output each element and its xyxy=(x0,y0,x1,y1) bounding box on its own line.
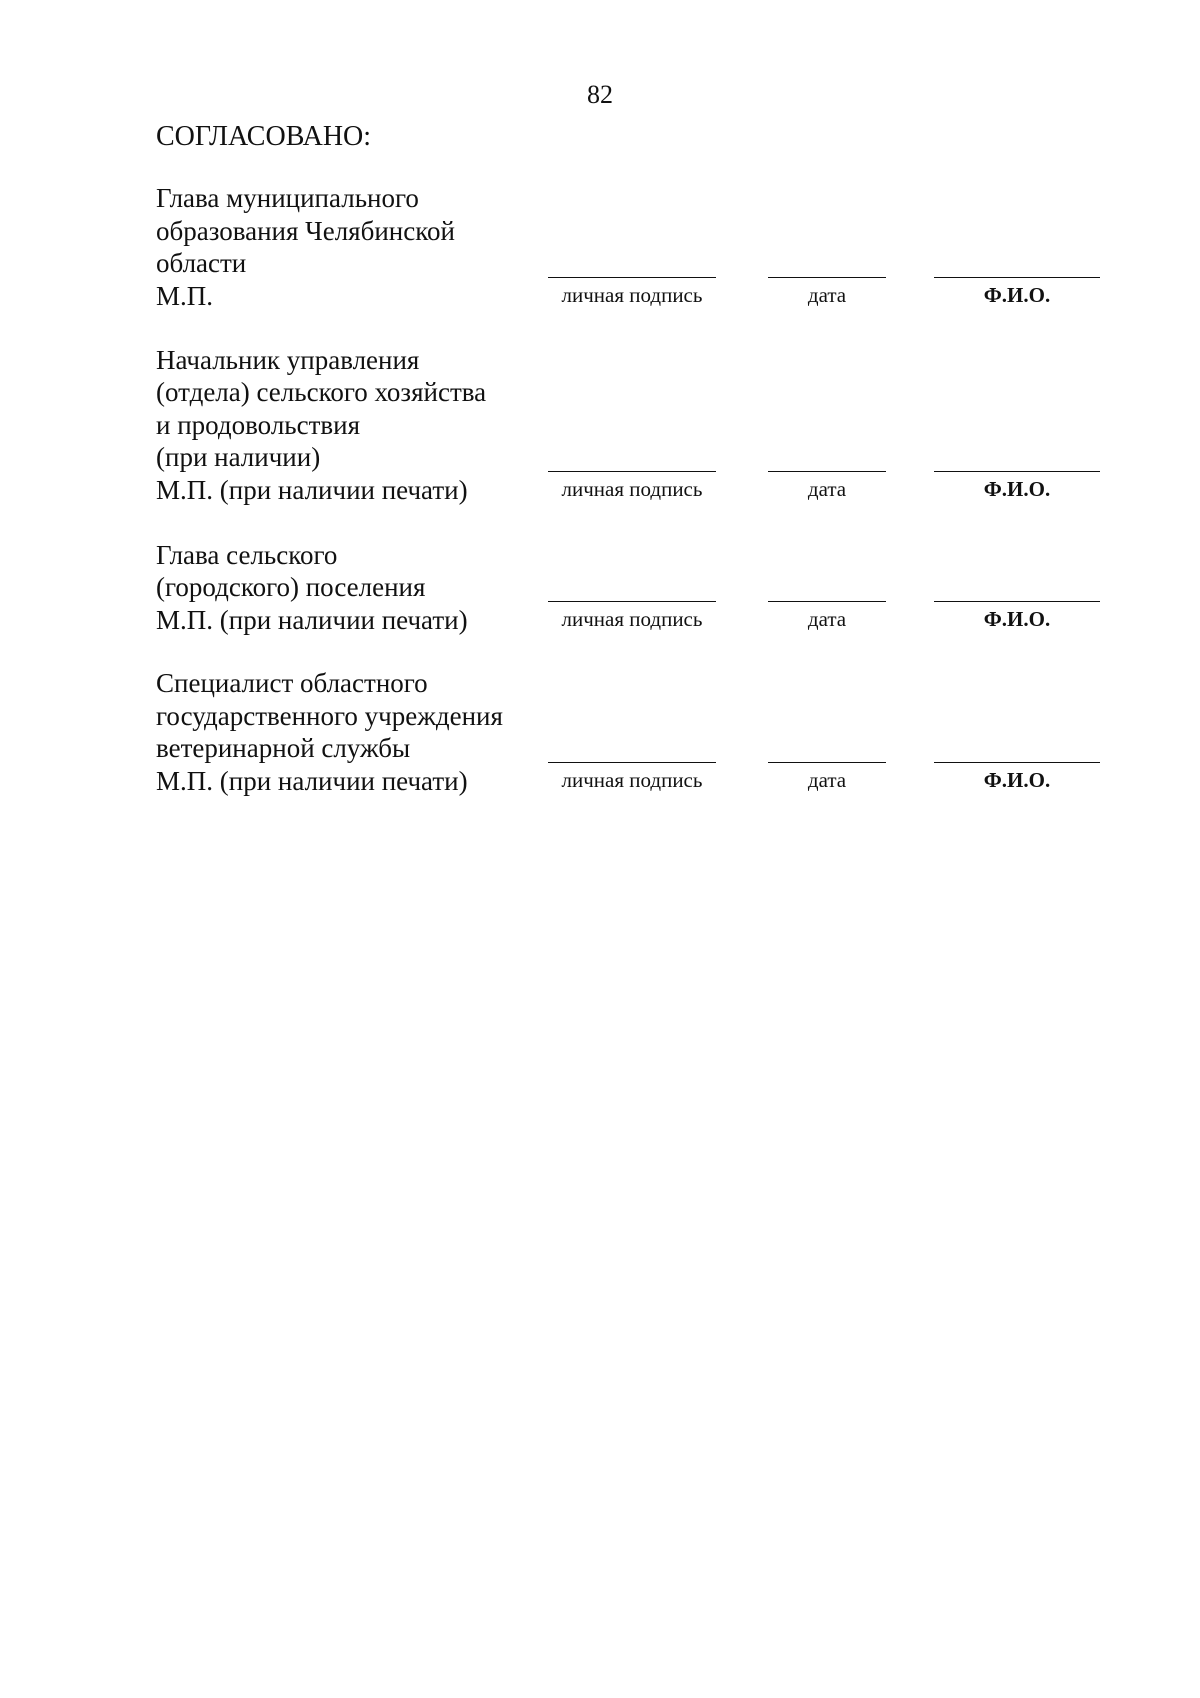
approver-title-line: Глава муниципального xyxy=(156,183,419,213)
fio-line xyxy=(934,762,1100,763)
approver-title-line: (при наличии) xyxy=(156,442,321,472)
fio-caption: Ф.И.О. xyxy=(983,477,1051,501)
stamp-place-label: М.П. (при наличии печати) xyxy=(156,604,468,635)
approver-title xyxy=(156,182,536,312)
signature-line xyxy=(548,277,716,278)
date-line xyxy=(768,471,886,472)
fio-caption: Ф.И.О. xyxy=(983,768,1051,792)
signature-line xyxy=(548,762,716,763)
approval-block-agriculture-head xyxy=(156,343,1116,506)
approver-title-line: Специалист областного xyxy=(156,668,428,698)
fio-caption: Ф.И.О. xyxy=(983,283,1051,307)
signature-field[interactable] xyxy=(548,601,716,632)
date-field[interactable] xyxy=(768,277,886,308)
fio-line xyxy=(934,277,1100,278)
date-field[interactable] xyxy=(768,471,886,502)
page-number: 82 xyxy=(587,80,613,109)
signature-caption: личная подпись xyxy=(561,607,703,631)
date-caption: дата xyxy=(807,477,847,501)
fio-line xyxy=(934,601,1100,602)
approver-title-line: Глава сельского xyxy=(156,539,338,570)
date-caption: дата xyxy=(807,768,847,792)
approver-title-line: и продовольствия xyxy=(156,409,361,440)
approver-title-line: области xyxy=(156,248,247,278)
date-caption: дата xyxy=(807,283,847,307)
fio-field[interactable] xyxy=(934,277,1100,308)
stamp-place-label: М.П. (при наличии печати) xyxy=(156,474,468,505)
fio-field[interactable] xyxy=(934,471,1100,502)
date-field[interactable] xyxy=(768,601,886,632)
signature-field[interactable] xyxy=(548,277,716,308)
date-line xyxy=(768,601,886,602)
signature-line xyxy=(548,471,716,472)
stamp-place-label: М.П. xyxy=(156,280,214,311)
approver-title xyxy=(156,667,536,797)
approver-title-line: Начальник управления xyxy=(156,344,420,375)
approver-title-line: государственного учреждения xyxy=(156,700,503,731)
stamp-place-label: М.П. (при наличии печати) xyxy=(156,765,468,796)
fio-caption: Ф.И.О. xyxy=(983,607,1051,631)
signature-caption: личная подпись xyxy=(561,283,703,307)
signature-field[interactable] xyxy=(548,471,716,502)
signature-field[interactable] xyxy=(548,762,716,793)
approver-title xyxy=(156,539,536,637)
date-line xyxy=(768,762,886,763)
approval-heading: СОГЛАСОВАНО: xyxy=(156,121,372,152)
fio-field[interactable] xyxy=(934,601,1100,632)
signature-caption: личная подпись xyxy=(561,768,703,792)
approval-block-veterinary-specialist xyxy=(156,667,1116,797)
date-caption: дата xyxy=(807,607,847,631)
date-line xyxy=(768,277,886,278)
approval-block-settlement-head xyxy=(156,538,1116,636)
approver-title-line: образования Челябинской xyxy=(156,215,455,246)
approver-title-line: (городского) поселения xyxy=(156,572,426,602)
signature-caption: личная подпись xyxy=(561,477,703,501)
approver-title xyxy=(156,344,536,507)
approver-title-line: ветеринарной службы xyxy=(156,733,411,763)
approval-block-municipal-head xyxy=(156,182,1116,312)
fio-line xyxy=(934,471,1100,472)
date-field[interactable] xyxy=(768,762,886,793)
approver-title-line: (отдела) сельского хозяйства xyxy=(156,377,487,407)
signature-line xyxy=(548,601,716,602)
fio-field[interactable] xyxy=(934,762,1100,793)
